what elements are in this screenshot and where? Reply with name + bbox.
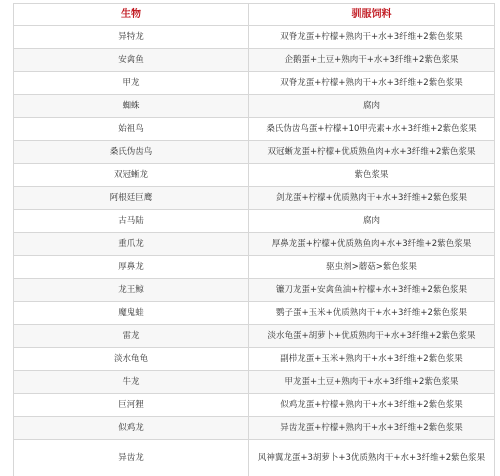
food-cell: 桑氏伪齿鸟蛋+柠檬+10甲壳素+水+3纤维+2紫色浆果 <box>249 118 495 141</box>
creature-cell: 淡水龟龟 <box>14 348 249 371</box>
food-cell: 风神翼龙蛋+3胡萝卜+3优质熟肉干+水+3纤维+2紫色浆果 <box>249 440 495 476</box>
table-row <box>14 348 495 371</box>
table-row <box>14 95 495 118</box>
creature-cell: 古马陆 <box>14 210 249 233</box>
creature-cell: 双冠蜥龙 <box>14 164 249 187</box>
table-row <box>14 325 495 348</box>
creature-cell: 桑氏伪齿鸟 <box>14 141 249 164</box>
creature-cell: 甲龙 <box>14 72 249 95</box>
table-row <box>14 118 495 141</box>
food-cell: 似鸡龙蛋+柠檬+熟肉干+水+3纤维+2紫色浆果 <box>249 394 495 417</box>
taming-food-table <box>13 3 495 476</box>
table-header <box>14 4 495 26</box>
table-row <box>14 371 495 394</box>
creature-cell: 龙王鲸 <box>14 279 249 302</box>
table-row <box>14 26 495 49</box>
table-row <box>14 49 495 72</box>
food-cell: 鹦子蛋+玉米+优质熟肉干+水+3纤维+2紫色浆果 <box>249 302 495 325</box>
food-cell: 副栉龙蛋+玉米+熟肉干+水+3纤维+2紫色浆果 <box>249 348 495 371</box>
header-row <box>14 4 495 26</box>
table-row <box>14 256 495 279</box>
header-creature: 生物 <box>14 4 249 26</box>
table-row <box>14 233 495 256</box>
table-row <box>14 417 495 440</box>
creature-cell: 厚鼻龙 <box>14 256 249 279</box>
creature-cell: 阿根廷巨鹰 <box>14 187 249 210</box>
food-cell: 双冠蜥龙蛋+柠檬+优质熟鱼肉+水+3纤维+2紫色浆果 <box>249 141 495 164</box>
creature-cell: 安禽鱼 <box>14 49 249 72</box>
table-row <box>14 187 495 210</box>
food-cell: 企鹅蛋+土豆+熟肉干+水+3纤维+2紫色浆果 <box>249 49 495 72</box>
food-cell: 异齿龙蛋+柠檬+熟肉干+水+3纤维+2紫色浆果 <box>249 417 495 440</box>
table-row <box>14 141 495 164</box>
food-cell: 紫色浆果 <box>249 164 495 187</box>
creature-cell: 魔鬼蛙 <box>14 302 249 325</box>
table-row <box>14 394 495 417</box>
table-row <box>14 72 495 95</box>
creature-cell: 重爪龙 <box>14 233 249 256</box>
creature-cell: 异特龙 <box>14 26 249 49</box>
creature-cell: 似鸡龙 <box>14 417 249 440</box>
creature-cell: 蜘蛛 <box>14 95 249 118</box>
food-cell: 淡水龟蛋+胡萝卜+优质熟肉干+水+3纤维+2紫色浆果 <box>249 325 495 348</box>
creature-cell: 雷龙 <box>14 325 249 348</box>
table-row <box>14 164 495 187</box>
food-cell: 腐肉 <box>249 210 495 233</box>
table-row <box>14 279 495 302</box>
food-cell: 驱虫剂>蘑菇>紫色浆果 <box>249 256 495 279</box>
food-cell: 剑龙蛋+柠檬+优质熟肉干+水+3纤维+2紫色浆果 <box>249 187 495 210</box>
creature-cell: 牛龙 <box>14 371 249 394</box>
table-body <box>14 26 495 476</box>
header-taming-food: 驯服饲料 <box>249 4 495 26</box>
food-cell: 双脊龙蛋+柠檬+熟肉干+水+3纤维+2紫色浆果 <box>249 72 495 95</box>
creature-cell: 异齿龙 <box>14 440 249 476</box>
food-cell: 腐肉 <box>249 95 495 118</box>
food-cell: 双脊龙蛋+柠檬+熟肉干+水+3纤维+2紫色浆果 <box>249 26 495 49</box>
food-cell: 甲龙蛋+土豆+熟肉干+水+3纤维+2紫色浆果 <box>249 371 495 394</box>
table-row <box>14 210 495 233</box>
creature-cell: 始祖鸟 <box>14 118 249 141</box>
table-row <box>14 440 495 476</box>
table-row <box>14 302 495 325</box>
food-cell: 镰刀龙蛋+安禽鱼油+柠檬+水+3纤维+2紫色浆果 <box>249 279 495 302</box>
creature-cell: 巨河狸 <box>14 394 249 417</box>
food-cell: 厚鼻龙蛋+柠檬+优质熟鱼肉+水+3纤维+2紫色浆果 <box>249 233 495 256</box>
